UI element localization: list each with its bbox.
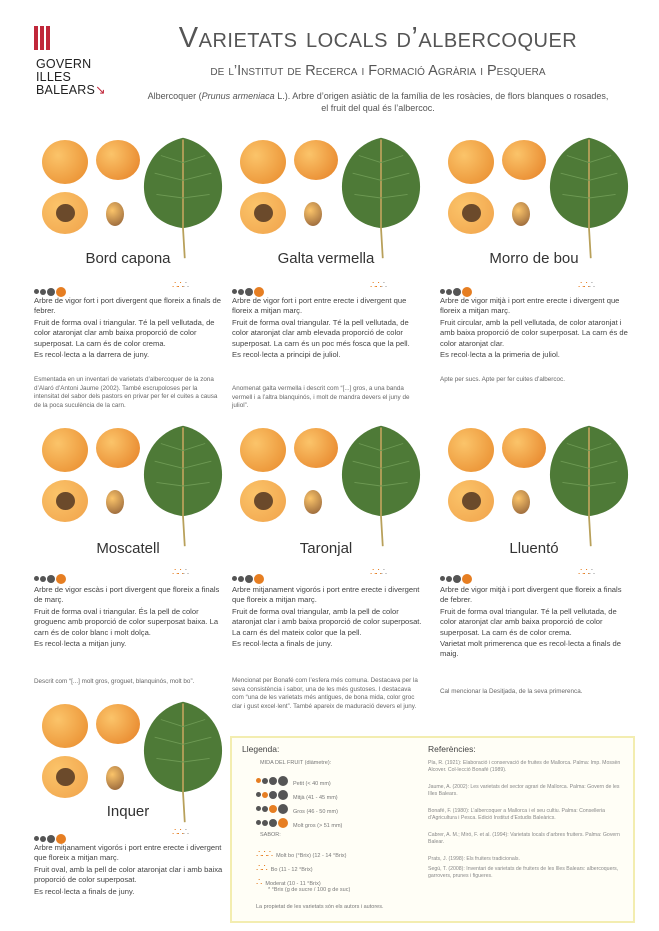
legend-size-label: Molt gros (> 51 mm) [293, 823, 343, 830]
govern-logo [36, 58, 106, 97]
size-dot [238, 289, 244, 295]
apricot-whole [42, 140, 88, 184]
legend-title: Llegenda: [242, 744, 280, 754]
size-dot [262, 806, 268, 812]
flavor-icons [370, 280, 386, 291]
flavor-icon: ∴ [380, 567, 387, 578]
page-title: Varietats locals d’albercoquer [178, 22, 578, 54]
reference-item: Segú, T. (2008): Inventari de varietats de fruiters de les Illes Balears: albercoquers, garrovers, prunes i figueres. [428, 866, 619, 879]
apricot-pit [512, 490, 530, 514]
logo-line-1: GOVERN [36, 57, 92, 71]
pit [462, 492, 481, 510]
description-paragraph: Es recol·lecta a finals de juny. [232, 639, 333, 649]
size-dot [256, 778, 261, 783]
flavor-note: * °Brix (g de sucre / 100 g de suc) [268, 887, 351, 893]
reference-item: Bonafé, F. (1980): L’albercoquer a Mallorca i el seu cultiu. Palma: Conselleria d’Agricultura i Pesca. Edició Institut d’Estudis Baleàrics. [428, 808, 606, 821]
description-paragraph: Fruit oval, amb la pell de color ataronjat clar i amb baixa proporció de color superposat. [34, 864, 223, 885]
flavor-icon: ∴ [177, 827, 183, 838]
description-paragraph: Es recol·lecta a la darrera de juny. [34, 350, 150, 360]
size-dot [278, 790, 288, 800]
size-dots [440, 283, 473, 293]
legend-size-label: Petit (< 40 mm) [293, 781, 331, 788]
flavor-icon: ∴ [380, 280, 387, 291]
apricot-half [448, 480, 494, 522]
page-subtitle: de l’Institut de Recerca i Formació Agrària i Pesquera [210, 63, 546, 79]
legend-box [230, 736, 635, 923]
flavor-icon: ∴ [375, 280, 381, 291]
size-dot [446, 289, 452, 295]
flavor-icon: ∴ [375, 567, 381, 578]
flavor-icons [370, 567, 386, 578]
flavor-icon: ∴∴∴ [256, 849, 273, 860]
description-paragraph: Fruit de forma oval triangular. Té la pell vellutada, de color ataronjat clar amb baixa proporció de color superposat. La carn és de color crema. [440, 606, 617, 637]
flavor-heading: SABOR: [260, 832, 281, 838]
description-paragraph: Es recol·lecta a finals de juny. [34, 886, 135, 896]
variety-name: Bord capona [85, 250, 171, 267]
variety-name: Galta vermella [277, 250, 375, 267]
size-dot [47, 288, 55, 296]
size-dot [40, 836, 46, 842]
variety-note: Apte per sucs. Apte per fer cuites d’albercoc. [440, 376, 565, 383]
variety-description [34, 585, 224, 650]
size-dot [245, 575, 253, 583]
apricot-pit [304, 202, 322, 226]
apricot-leaf-icon [138, 424, 228, 548]
size-dot [262, 820, 268, 826]
size-dot [232, 289, 237, 294]
flavor-icons [172, 827, 188, 838]
apricot-whole [42, 704, 88, 748]
description-paragraph: Fruit de forma oval i triangular. Té la pell vellutada, de color ataronjat clar amb baixa proporció de color superposat. La carn és de color crema. [34, 317, 215, 348]
govern-logo-bars [34, 26, 56, 50]
reference-item: Pla, R. (1921): Elaboració i conservació de fruites de Mallorca. Palma: Imp. Mossèn Alcover. Col·lecció Bonafé (1989). [428, 760, 621, 773]
legend-flavor-label: Moderat (10 - 11 °Brix) [265, 881, 321, 887]
flavor-icons [172, 280, 188, 291]
flavor-icon: ∴ [583, 280, 589, 291]
size-dot [245, 288, 253, 296]
variety-description [440, 585, 630, 661]
size-dot [254, 574, 264, 584]
variety-name: Morro de bou [489, 250, 579, 267]
apricot-whole-side [96, 140, 140, 180]
pit [56, 492, 75, 510]
apricot-pit [106, 490, 124, 514]
description-paragraph: Es recol·lecta a principi de juliol. [232, 350, 341, 360]
apricot-half [240, 192, 286, 234]
reference-item: Prats, J. (1998): Els fruiters tradicionals. [428, 856, 520, 862]
flavor-icon: ∴∴ [256, 863, 267, 874]
size-dot [256, 820, 261, 825]
description-paragraph: Fruit de forma oval i triangular. És la pell de color groguenc amb proporció de color superposat baixa. La carn és de color blanc i molt dolça. [34, 606, 219, 637]
size-dot [262, 778, 268, 784]
flavor-icon: ∴ [578, 280, 584, 291]
size-dot [256, 792, 261, 797]
flavor-icon: ∴ [588, 280, 595, 291]
pit [254, 492, 273, 510]
description-paragraph: Fruit circular, amb la pell vellutada, de color ataronjat i amb baixa proporció de color superposat. La carn és de color ataronjat clar. [440, 317, 628, 348]
apricot-whole [448, 428, 494, 472]
legend-size-label: Mitjà (41 - 45 mm) [293, 795, 338, 802]
size-dot [232, 576, 237, 581]
flavor-icon: ∴ [172, 280, 178, 291]
size-dot [238, 576, 244, 582]
apricot-half [42, 480, 88, 522]
flavor-icon: ∴ [583, 567, 589, 578]
flavor-icons [172, 567, 188, 578]
description-paragraph: Arbre mitjanament vigorós i port entre erecte i divergent que floreix a mitjan març. [34, 843, 222, 863]
apricot-whole [240, 140, 286, 184]
pit [462, 204, 481, 222]
size-dot [453, 288, 461, 296]
apricot-whole-side [96, 428, 140, 468]
variety-description [232, 296, 422, 361]
legend-footer: La propietat de les varietats són els autors i autores. [256, 904, 384, 910]
apricot-half [448, 192, 494, 234]
variety-description [440, 296, 630, 361]
size-dot [47, 575, 55, 583]
size-dots [34, 570, 67, 580]
variety-note: Mencionat per Bonafé com l’esfera més comuna. Destacava per la seva consistència i sabor, una de les més gustoses. I destacava com “una de les varietats més antigues, de bona mida, color groc clar i gust excel·lent”. També apareix de maduració devers el juny. [232, 677, 418, 710]
size-dots [34, 830, 67, 840]
size-dot [40, 289, 46, 295]
apricot-whole-side [502, 428, 546, 468]
flavor-icon: ∴ [256, 877, 262, 888]
size-dot [269, 777, 277, 785]
reference-item: Cabrer, A. M.; Miró, F. et al. (1994): Varietats locals d’arbres fruiters. Palma: Govern Balear. [428, 832, 620, 845]
apricot-half [240, 480, 286, 522]
variety-note: Cal mencionar la Desitjada, de la seva primerenca. [440, 688, 583, 695]
flavor-icon: ∴ [177, 280, 183, 291]
size-dot [278, 818, 288, 828]
description-paragraph: Arbre de vigor mitjà i port entre erecte i divergent que floreix a mitjan març. [440, 296, 620, 316]
variety-description [34, 843, 224, 898]
reference-item: Jaume, A. (2002): Les varietats del sector agrari de Mallorca. Palma: Govern de les Illes Balears. [428, 784, 620, 797]
flavor-icon: ∴ [370, 280, 376, 291]
size-dots [232, 283, 265, 293]
variety-name: Taronjal [299, 540, 353, 557]
legend-size-label: Gros (46 - 50 mm) [293, 809, 338, 816]
flavor-icon: ∴ [588, 567, 595, 578]
apricot-leaf-icon [336, 136, 426, 260]
apricot-whole-side [294, 428, 338, 468]
flavor-icon: ∴ [172, 827, 178, 838]
logo-line-2: ILLES [36, 70, 72, 84]
apricot-whole [42, 428, 88, 472]
description-paragraph: Es recol·lecta a la primeria de juliol. [440, 350, 560, 360]
variety-description [34, 296, 224, 361]
size-dot [446, 576, 452, 582]
apricot-pit [106, 766, 124, 790]
description-paragraph: Fruit de forma oval triangular. Té la pell vellutada, de color ataronjat clar amb elevada proporció de color superposat. La carn és un poc més fosca que la pell. [232, 317, 410, 348]
flavor-icon: ∴ [182, 567, 189, 578]
logo-line-3: BALEARS↘ [36, 83, 106, 97]
apricot-whole [448, 140, 494, 184]
description-paragraph: Arbre de vigor escàs i port divergent que floreix a finals de març. [34, 585, 220, 605]
apricot-leaf-icon [138, 136, 228, 260]
size-dot [462, 574, 472, 584]
size-dot [34, 836, 39, 841]
size-dot [453, 575, 461, 583]
size-dot [56, 574, 66, 584]
size-heading: MIDA DEL FRUIT (diàmetre): [260, 760, 332, 766]
apricot-leaf-icon [336, 424, 426, 548]
apricot-whole-side [294, 140, 338, 180]
flavor-icon: ∴ [182, 280, 189, 291]
intro-text: Albercoquer (Prunus armeniaca L.). Arbre d’origen asiàtic de la família de les rosàcies, de flors blanques o rosades, el fruit del qual és l’albercoc. [147, 91, 609, 113]
size-dot [278, 776, 288, 786]
variety-name: Moscatell [96, 540, 160, 557]
size-dots [440, 570, 473, 580]
size-dot [34, 576, 39, 581]
flavor-icon: ∴ [182, 827, 189, 838]
size-dot [269, 819, 277, 827]
description-paragraph: Es recol·lecta a mitjan juny. [34, 639, 127, 649]
variety-name: Inquer [106, 803, 150, 820]
size-dot [278, 804, 288, 814]
flavor-icon: ∴ [177, 567, 183, 578]
size-dot [47, 835, 55, 843]
flavor-icons [578, 280, 594, 291]
apricot-pit [106, 202, 124, 226]
pit [56, 204, 75, 222]
description-paragraph: Arbre de vigor mitjà i port divergent que floreix a finals de febrer. [440, 585, 622, 605]
size-dots [256, 814, 289, 832]
pit [254, 204, 273, 222]
variety-name: Lluentó [509, 540, 559, 557]
flavor-icon: ∴ [172, 567, 178, 578]
variety-description [232, 585, 422, 650]
size-dot [34, 289, 39, 294]
apricot-leaf-icon [544, 424, 634, 548]
description-paragraph: Fruit de forma oval triangular, amb la pell de color ataronjat clar i amb baixa proporció de color superposat. La carn és del mateix color que la pell. [232, 606, 422, 637]
flavor-icon: ∴ [370, 567, 376, 578]
apricot-pit [512, 202, 530, 226]
description-paragraph: Arbre de vigor fort i port divergent que floreix a finals de febrer. [34, 296, 221, 316]
size-dot [440, 289, 445, 294]
flavor-icon: ∴ [578, 567, 584, 578]
size-dots [232, 570, 265, 580]
size-dot [256, 806, 261, 811]
apricot-whole-side [502, 140, 546, 180]
variety-note: Descrit com “[...] molt gros, groguet, blanquinós, molt bo”. [34, 678, 195, 685]
legend-flavor-label: Molt bo (°Brix) (12 - 14 °Brix) [276, 853, 347, 859]
apricot-whole [240, 428, 286, 472]
size-dot [269, 805, 277, 813]
references-title: Referències: [428, 744, 476, 754]
legend-flavor-label: Bo (11 - 12 °Brix) [270, 867, 313, 873]
pit [56, 768, 75, 786]
size-dot [262, 792, 268, 798]
size-dot [440, 576, 445, 581]
apricot-whole-side [96, 704, 140, 744]
description-paragraph: Arbre mitjanament vigorós i port entre erecte i divergent que floreix a mitjan març. [232, 585, 420, 605]
apricot-half [42, 756, 88, 798]
flavor-icons [578, 567, 594, 578]
apricot-half [42, 192, 88, 234]
description-paragraph: Arbre de vigor fort i port entre erecte i divergent que floreix a mitjan març. [232, 296, 407, 316]
description-paragraph: Varietat molt primerenca que es recol·lecta a finals de maig. [440, 639, 621, 659]
apricot-leaf-icon [544, 136, 634, 260]
variety-note: Esmentada en un inventari de varietats d’albercoquer de la zona d’Alaró d’Antoni Jaume (2002). També escrupoloses per la intensitat del sabor dels pastors en privar per fer el cuites a causa de la poca suculència de la carn. [34, 376, 218, 409]
size-dot [269, 791, 277, 799]
legend-size-row [256, 814, 342, 832]
variety-note: Anomenat galta vermella i descrit com “[...] gros, a una banda vermell i a l’altra blanquinós, i molt de mandra devers el juny de juliol”. [232, 385, 410, 409]
apricot-pit [304, 490, 322, 514]
size-dots [34, 283, 67, 293]
size-dot [40, 576, 46, 582]
